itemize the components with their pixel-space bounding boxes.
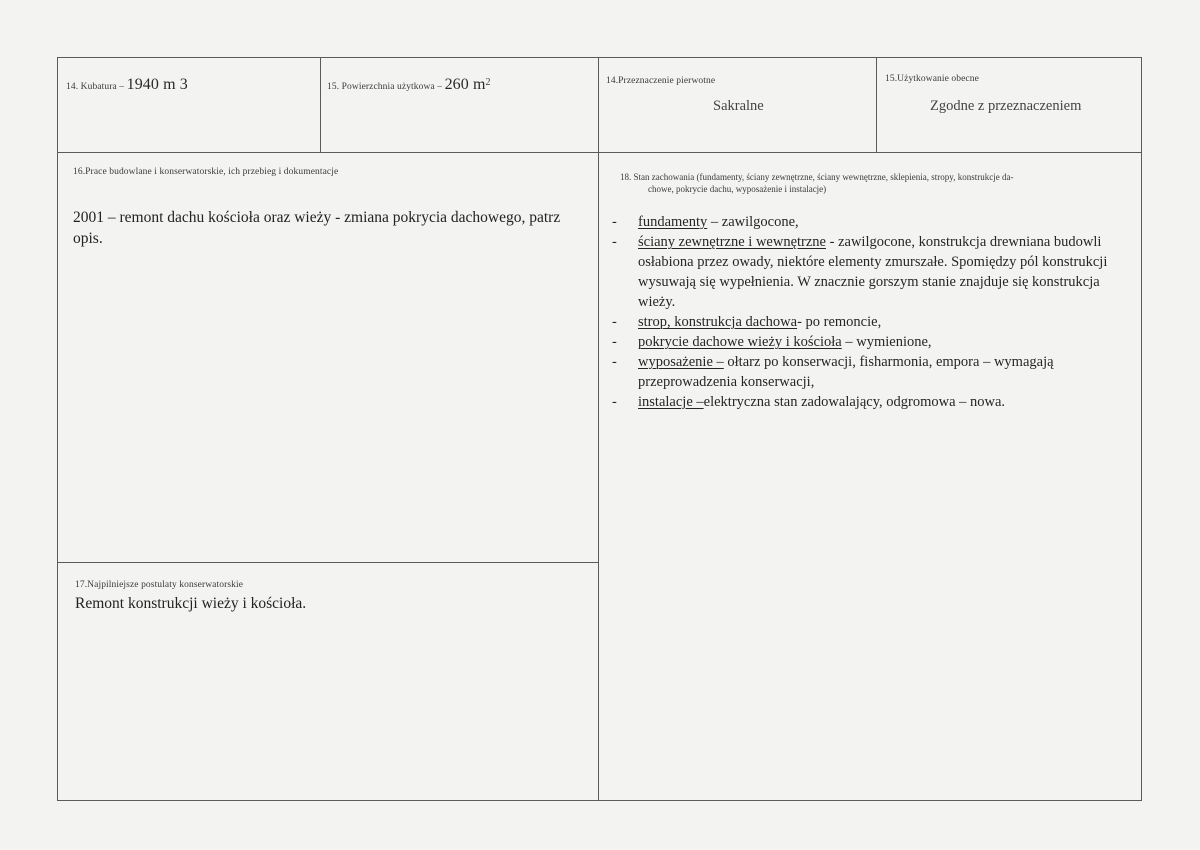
- condition-label-line2: chowe, pokrycie dachu, wyposażenie i instalacje): [648, 184, 827, 194]
- postulaty-text: Remont konstrukcji wieży i kościoła.: [75, 595, 307, 612]
- postulaty-top-border: [57, 562, 598, 563]
- condition-item: - wyposażenie – ołtarz po konserwacji, fisharmonia, empora – wymagają przeprowadzenia konserwacji,: [612, 354, 1054, 390]
- kubatura-cell: [66, 76, 188, 94]
- powierzchnia-value: 260 m: [444, 76, 486, 93]
- przeznaczenie-value: Sakralne: [713, 98, 764, 114]
- condition-text: – zawilgocone,: [707, 214, 799, 230]
- condition-item: - fundamenty – zawilgocone,: [612, 214, 799, 230]
- condition-item: - strop, konstrukcja dachowa- po remoncie,: [612, 314, 882, 330]
- postulaty-label: 17.Najpilniejsze postulaty konserwatorskie: [75, 580, 244, 590]
- uzytkowanie-label: 15.Użytkowanie obecne: [885, 74, 979, 84]
- row1-divider-3: [876, 57, 877, 153]
- uzytkowanie-value: Zgodne z przeznaczeniem: [930, 98, 1082, 114]
- center-divider: [598, 57, 599, 801]
- condition-text: - po remoncie,: [797, 314, 882, 330]
- condition-label: [620, 171, 1135, 195]
- works-label: 16.Prace budowlane i konserwatorskie, ich przebieg i dokumentacje: [73, 167, 339, 177]
- condition-term: pokrycie dachowe wieży i kościoła: [638, 334, 842, 350]
- przeznaczenie-label: 14.Przeznaczenie pierwotne: [606, 76, 716, 86]
- works-text: 2001 – remont dachu kościoła oraz wieży - zmiana pokrycia dachowego, patrz opis.: [73, 209, 561, 247]
- condition-text: ołtarz po konserwacji, fisharmonia, empora – wymagają przeprowadzenia konserwacji,: [638, 354, 1054, 390]
- condition-item: - instalacje –elektryczna stan zadowalający, odgromowa – nowa.: [612, 394, 1006, 410]
- condition-item: - ściany zewnętrzne i wewnętrzne - zawilgocone, konstrukcja drewniana budowli osłabiona przez owady, niektóre elementy zmurszałe. Spomiędzy pól konstrukcji wysuwają się wypełnienia. W znacznie gorszym stanie znajduje się konstrukcja wieży.: [612, 234, 1108, 310]
- condition-term: fundamenty: [638, 214, 708, 230]
- table-left-border: [57, 57, 58, 801]
- condition-text: - zawilgocone, konstrukcja drewniana budowli osłabiona przez owady, niektóre elementy zmurszałe. Spomiędzy pól konstrukcji wysuwają się wypełnienia. W znacznie gorszym stanie znajduje się konstrukcja wieży.: [638, 234, 1108, 310]
- condition-term: ściany zewnętrzne i wewnętrzne: [638, 234, 826, 250]
- condition-text: – wymienione,: [841, 334, 932, 350]
- condition-term: instalacje –: [638, 394, 704, 410]
- table-top-border: [57, 57, 1142, 58]
- kubatura-label: 14. Kubatura –: [66, 82, 125, 92]
- kubatura-value: 1940 m 3: [126, 76, 188, 93]
- condition-term: wyposażenie –: [638, 354, 724, 370]
- row1-divider-1: [320, 57, 321, 153]
- condition-label-line1: 18. Stan zachowania (fundamenty, ściany zewnętrzne, ściany wewnętrzne, sklepienia, stropy, konstrukcje da-: [620, 172, 1014, 182]
- condition-item: - pokrycie dachowe wieży i kościoła – wymienione,: [612, 334, 932, 350]
- condition-list: [612, 212, 1132, 412]
- powierzchnia-cell: [327, 76, 491, 94]
- condition-text: elektryczna stan zadowalający, odgromowa – nowa.: [703, 394, 1006, 410]
- powierzchnia-sup: 2: [485, 76, 491, 88]
- powierzchnia-label: 15. Powierzchnia użytkowa –: [327, 82, 443, 92]
- table-bottom-border: [57, 800, 1142, 801]
- condition-term: strop, konstrukcja dachowa: [638, 314, 798, 330]
- table-right-border: [1141, 57, 1142, 801]
- row1-bottom-border: [57, 152, 1142, 153]
